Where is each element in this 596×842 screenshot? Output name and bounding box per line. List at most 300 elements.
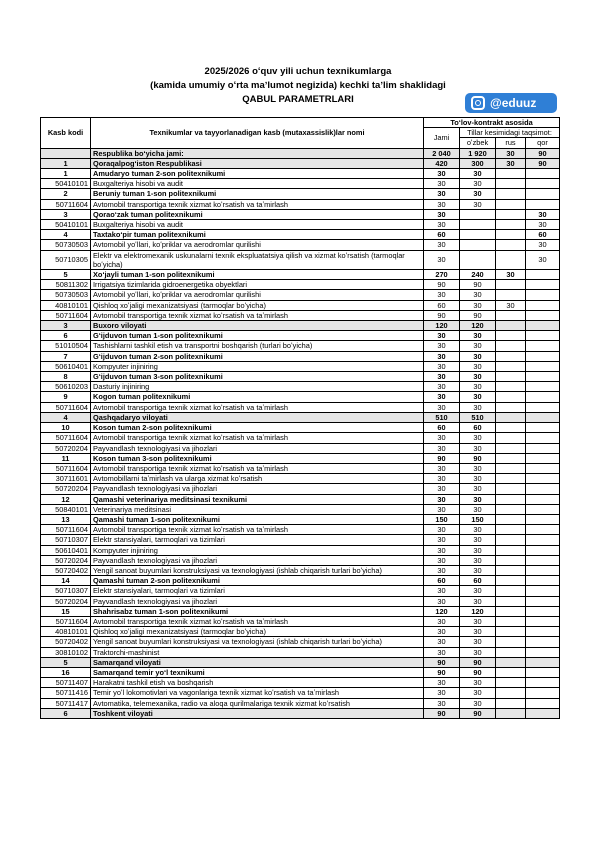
table-row: [41, 361, 560, 371]
cell-karakalpak: [526, 688, 560, 698]
cell-name: Payvandlash texnologiyasi va jihozlari: [91, 596, 424, 606]
cell-total: 30: [424, 331, 460, 341]
cell-uzbek: 90: [460, 453, 496, 463]
cell-code: 50811302: [41, 280, 91, 290]
cell-code: 50710305: [41, 250, 91, 269]
cell-uzbek: 30: [460, 474, 496, 484]
cell-name: Samarqand viloyati: [91, 657, 424, 667]
cell-code: 8: [41, 372, 91, 382]
table-row: [41, 504, 560, 514]
cell-total: 90: [424, 280, 460, 290]
cell-karakalpak: [526, 647, 560, 657]
cell-uzbek: 30: [460, 433, 496, 443]
header-total: Jami: [424, 128, 460, 148]
cell-russian: 30: [496, 270, 526, 280]
cell-russian: [496, 331, 526, 341]
cell-uzbek: 30: [460, 586, 496, 596]
cell-uzbek: 30: [460, 504, 496, 514]
cell-karakalpak: [526, 412, 560, 422]
table-row: [41, 158, 560, 168]
cell-code: [41, 148, 91, 158]
cell-total: 270: [424, 270, 460, 280]
cell-total: 30: [424, 545, 460, 555]
cell-uzbek: 30: [460, 179, 496, 189]
cell-name: Koson tuman 3-son politexnikumi: [91, 453, 424, 463]
table-row: [41, 678, 560, 688]
cell-code: 50610401: [41, 545, 91, 555]
cell-name: Avtomobil yoʻllari, koʻpriklar va aerodromlar qurilishi: [91, 240, 424, 250]
table-row: [41, 433, 560, 443]
table-row: [41, 199, 560, 209]
cell-code: 50610203: [41, 382, 91, 392]
cell-russian: [496, 443, 526, 453]
cell-karakalpak: [526, 616, 560, 626]
cell-russian: [496, 341, 526, 351]
cell-russian: [496, 209, 526, 219]
cell-total: 30: [424, 341, 460, 351]
cell-russian: 30: [496, 300, 526, 310]
cell-code: 4: [41, 412, 91, 422]
cell-karakalpak: [526, 280, 560, 290]
cell-total: 90: [424, 310, 460, 320]
table-row: [41, 667, 560, 677]
cell-name: Beruniy tuman 1-son politexnikumi: [91, 189, 424, 199]
cell-code: 40810101: [41, 300, 91, 310]
cell-russian: [496, 474, 526, 484]
cell-uzbek: 240: [460, 270, 496, 280]
cell-total: 30: [424, 209, 460, 219]
cell-name: Avtomobil transportiga texnik xizmat koʻrsatish va taʼmirlash: [91, 402, 424, 412]
cell-total: 30: [424, 596, 460, 606]
cell-russian: [496, 169, 526, 179]
cell-total: 60: [424, 423, 460, 433]
cell-total: 30: [424, 463, 460, 473]
cell-russian: [496, 372, 526, 382]
cell-russian: [496, 657, 526, 667]
table-body: [41, 148, 560, 718]
cell-code: 13: [41, 514, 91, 524]
cell-code: 50720402: [41, 637, 91, 647]
cell-uzbek: 90: [460, 310, 496, 320]
cell-karakalpak: [526, 565, 560, 575]
cell-karakalpak: 90: [526, 158, 560, 168]
cell-karakalpak: [526, 667, 560, 677]
cell-total: 30: [424, 484, 460, 494]
cell-karakalpak: [526, 321, 560, 331]
cell-russian: [496, 494, 526, 504]
cell-karakalpak: 90: [526, 148, 560, 158]
cell-uzbek: 300: [460, 158, 496, 168]
cell-russian: [496, 708, 526, 718]
cell-code: 50720204: [41, 555, 91, 565]
cell-karakalpak: 30: [526, 240, 560, 250]
cell-code: 50711604: [41, 310, 91, 320]
cell-total: 30: [424, 250, 460, 269]
cell-uzbek: [460, 209, 496, 219]
cell-code: 50711407: [41, 678, 91, 688]
table-row: [41, 209, 560, 219]
cell-name: Qoraqalpogʻiston Respublikasi: [91, 158, 424, 168]
cell-russian: [496, 698, 526, 708]
cell-total: 90: [424, 708, 460, 718]
cell-uzbek: [460, 250, 496, 269]
cell-uzbek: 60: [460, 423, 496, 433]
cell-uzbek: 30: [460, 484, 496, 494]
cell-total: 30: [424, 372, 460, 382]
header-russian: rus: [496, 138, 526, 148]
cell-russian: [496, 290, 526, 300]
cell-uzbek: 1 920: [460, 148, 496, 158]
cell-total: 30: [424, 535, 460, 545]
cell-russian: [496, 535, 526, 545]
cell-total: 30: [424, 189, 460, 199]
table-row: [41, 576, 560, 586]
cell-uzbek: 30: [460, 698, 496, 708]
cell-uzbek: 150: [460, 514, 496, 524]
table-row: [41, 647, 560, 657]
table-row: [41, 627, 560, 637]
cell-uzbek: 30: [460, 443, 496, 453]
cell-total: 2 040: [424, 148, 460, 158]
cell-russian: [496, 199, 526, 209]
header-uzbek: oʻzbek: [460, 138, 496, 148]
cell-total: 30: [424, 647, 460, 657]
cell-name: Qashqadaryo viloyati: [91, 412, 424, 422]
cell-code: 50710307: [41, 586, 91, 596]
cell-total: 420: [424, 158, 460, 168]
cell-total: 30: [424, 525, 460, 535]
cell-total: 30: [424, 240, 460, 250]
cell-russian: [496, 310, 526, 320]
cell-name: Avtomobil yoʻllari, koʻpriklar va aerodromlar qurilishi: [91, 290, 424, 300]
cell-russian: [496, 678, 526, 688]
table-row: [41, 688, 560, 698]
cell-uzbek: 30: [460, 382, 496, 392]
cell-russian: [496, 412, 526, 422]
cell-total: 90: [424, 657, 460, 667]
cell-uzbek: [460, 220, 496, 230]
cell-code: 15: [41, 606, 91, 616]
cell-uzbek: 30: [460, 494, 496, 504]
eduuz-watermark-badge: [465, 93, 557, 113]
cell-code: 6: [41, 708, 91, 718]
cell-karakalpak: [526, 310, 560, 320]
cell-name: Amudaryo tuman 2-son politexnikumi: [91, 169, 424, 179]
cell-name: Avtomobil transportiga texnik xizmat koʻrsatish va taʼmirlash: [91, 433, 424, 443]
cell-russian: [496, 240, 526, 250]
table-row: [41, 586, 560, 596]
cell-karakalpak: [526, 586, 560, 596]
cell-russian: [496, 565, 526, 575]
cell-uzbek: 30: [460, 331, 496, 341]
cell-name: Toshkent viloyati: [91, 708, 424, 718]
cell-code: 50840101: [41, 504, 91, 514]
document-title-line-3: QABUL PARAMETRLARI: [242, 94, 354, 105]
cell-uzbek: 90: [460, 657, 496, 667]
cell-name: Avtomobil transportiga texnik xizmat koʻrsatish va taʼmirlash: [91, 525, 424, 535]
cell-uzbek: 30: [460, 616, 496, 626]
cell-russian: [496, 382, 526, 392]
cell-uzbek: 30: [460, 525, 496, 535]
cell-code: 50711417: [41, 698, 91, 708]
cell-code: 50711604: [41, 463, 91, 473]
table-row: [41, 250, 560, 269]
cell-total: 30: [424, 392, 460, 402]
cell-name: Avtomobil transportiga texnik xizmat koʻrsatish va taʼmirlash: [91, 463, 424, 473]
table-row: [41, 596, 560, 606]
cell-code: 5: [41, 657, 91, 667]
cell-russian: [496, 280, 526, 290]
cell-name: Traktorchi-mashinist: [91, 647, 424, 657]
cell-russian: [496, 637, 526, 647]
cell-name: Veterinariya meditsinasi: [91, 504, 424, 514]
cell-code: 50711604: [41, 199, 91, 209]
cell-karakalpak: [526, 392, 560, 402]
cell-code: 30711601: [41, 474, 91, 484]
cell-total: 30: [424, 474, 460, 484]
cell-russian: [496, 667, 526, 677]
cell-uzbek: 30: [460, 688, 496, 698]
table-row: [41, 351, 560, 361]
cell-total: 30: [424, 290, 460, 300]
cell-russian: [496, 453, 526, 463]
cell-total: 30: [424, 688, 460, 698]
cell-uzbek: 30: [460, 545, 496, 555]
cell-name: Payvandlash texnologiyasi va jihozlari: [91, 443, 424, 453]
cell-total: 120: [424, 606, 460, 616]
cell-name: Xoʻjayli tuman 1-son politexnikumi: [91, 270, 424, 280]
cell-uzbek: 30: [460, 402, 496, 412]
cell-code: 10: [41, 423, 91, 433]
cell-karakalpak: [526, 382, 560, 392]
cell-karakalpak: [526, 596, 560, 606]
cell-karakalpak: [526, 351, 560, 361]
cell-total: 30: [424, 637, 460, 647]
cell-total: 60: [424, 576, 460, 586]
table-row: [41, 372, 560, 382]
cell-name: Gʻijduvon tuman 2-son politexnikumi: [91, 351, 424, 361]
cell-code: 3: [41, 209, 91, 219]
cell-karakalpak: [526, 179, 560, 189]
table-row: [41, 637, 560, 647]
table-row: [41, 270, 560, 280]
cell-uzbek: 30: [460, 535, 496, 545]
cell-karakalpak: [526, 698, 560, 708]
cell-name: Kompyuter injiniring: [91, 545, 424, 555]
cell-karakalpak: 30: [526, 209, 560, 219]
cell-name: Elektr stansiyalari, tarmoqlari va tizimlari: [91, 586, 424, 596]
cell-code: 30810102: [41, 647, 91, 657]
cell-code: 12: [41, 494, 91, 504]
table-row: [41, 189, 560, 199]
cell-code: 6: [41, 331, 91, 341]
cell-russian: [496, 361, 526, 371]
admission-parameters-table: [40, 117, 560, 719]
cell-uzbek: 30: [460, 463, 496, 473]
cell-uzbek: 60: [460, 576, 496, 586]
cell-russian: [496, 688, 526, 698]
table-row: [41, 230, 560, 240]
cell-total: 30: [424, 504, 460, 514]
cell-karakalpak: [526, 270, 560, 280]
cell-name: Avtomobillarni taʼmirlash va ularga xizmat koʻrsatish: [91, 474, 424, 484]
cell-uzbek: 90: [460, 667, 496, 677]
table-row: [41, 555, 560, 565]
cell-russian: [496, 250, 526, 269]
table-row: [41, 412, 560, 422]
cell-karakalpak: [526, 423, 560, 433]
document-title-line-2: (kamida umumiy oʻrta maʼlumot negizida) kechki taʼlim shaklidagi: [150, 80, 446, 91]
cell-name: Irrigatsiya tizimlarida gidroenergetika obyektlari: [91, 280, 424, 290]
table-row: [41, 240, 560, 250]
cell-russian: 30: [496, 158, 526, 168]
cell-name: Qishloq xoʻjaligi mexanizatsiyasi (tarmoqlar boʻyicha): [91, 627, 424, 637]
header-languages: Tillar kesimidagi taqsimot:: [460, 128, 560, 138]
cell-code: 5: [41, 270, 91, 280]
cell-karakalpak: [526, 372, 560, 382]
cell-total: 30: [424, 586, 460, 596]
cell-name: Yengil sanoat buyumlari konstruksiyasi va texnologiyasi (ishlab chiqarish turlari boʻyicha): [91, 637, 424, 647]
cell-total: 30: [424, 565, 460, 575]
cell-russian: [496, 606, 526, 616]
cell-karakalpak: [526, 463, 560, 473]
cell-russian: [496, 433, 526, 443]
cell-russian: [496, 514, 526, 524]
cell-name: Elektr stansiyalari, tarmoqlari va tizimlari: [91, 535, 424, 545]
instagram-icon: [471, 96, 485, 110]
cell-karakalpak: [526, 678, 560, 688]
cell-code: 50720204: [41, 443, 91, 453]
table-row: [41, 616, 560, 626]
cell-karakalpak: [526, 199, 560, 209]
cell-total: 90: [424, 667, 460, 677]
cell-uzbek: 30: [460, 341, 496, 351]
table-row: [41, 463, 560, 473]
header-karakalpak: qor: [526, 138, 560, 148]
cell-total: 30: [424, 169, 460, 179]
cell-total: 30: [424, 433, 460, 443]
cell-uzbek: 30: [460, 392, 496, 402]
cell-karakalpak: [526, 606, 560, 616]
table-row: [41, 657, 560, 667]
cell-total: 30: [424, 616, 460, 626]
cell-russian: [496, 627, 526, 637]
cell-code: 2: [41, 189, 91, 199]
cell-code: 50720204: [41, 484, 91, 494]
table-row: [41, 382, 560, 392]
cell-code: 50730503: [41, 290, 91, 300]
cell-total: 60: [424, 230, 460, 240]
header-contract: Toʻlov-kontrakt asosida: [424, 118, 560, 128]
cell-karakalpak: [526, 300, 560, 310]
cell-russian: [496, 423, 526, 433]
cell-karakalpak: [526, 331, 560, 341]
cell-russian: [496, 576, 526, 586]
table-row: [41, 169, 560, 179]
table-row: [41, 698, 560, 708]
cell-total: 150: [424, 514, 460, 524]
table-row: [41, 525, 560, 535]
table-row: [41, 484, 560, 494]
cell-name: Yengil sanoat buyumlari konstruksiyasi va texnologiyasi (ishlab chiqarish turlari boʻyicha): [91, 565, 424, 575]
cell-total: 30: [424, 698, 460, 708]
cell-name: Kogon tuman politexnikumi: [91, 392, 424, 402]
cell-total: 30: [424, 555, 460, 565]
cell-russian: [496, 616, 526, 626]
cell-total: 120: [424, 321, 460, 331]
table-row: [41, 423, 560, 433]
cell-name: Harakatni tashkil etish va boshqarish: [91, 678, 424, 688]
cell-karakalpak: [526, 443, 560, 453]
cell-name: Payvandlash texnologiyasi va jihozlari: [91, 484, 424, 494]
table-row: [41, 606, 560, 616]
table-row: [41, 443, 560, 453]
cell-name: Kompyuter injiniring: [91, 361, 424, 371]
cell-uzbek: 30: [460, 678, 496, 688]
cell-name: Dasturiy injiniring: [91, 382, 424, 392]
cell-name: Buxgalteriya hisobi va audit: [91, 179, 424, 189]
cell-uzbek: 90: [460, 708, 496, 718]
table-row: [41, 280, 560, 290]
cell-name: Samarqand temir yoʻl texnikumi: [91, 667, 424, 677]
table-row: [41, 220, 560, 230]
cell-russian: [496, 392, 526, 402]
table-row: [41, 708, 560, 718]
cell-karakalpak: [526, 525, 560, 535]
cell-uzbek: 30: [460, 199, 496, 209]
cell-uzbek: [460, 230, 496, 240]
cell-total: 510: [424, 412, 460, 422]
cell-karakalpak: [526, 494, 560, 504]
cell-karakalpak: [526, 169, 560, 179]
cell-total: 30: [424, 382, 460, 392]
cell-uzbek: 30: [460, 647, 496, 657]
cell-total: 90: [424, 453, 460, 463]
cell-total: 30: [424, 351, 460, 361]
cell-uzbek: 510: [460, 412, 496, 422]
table-row: [41, 545, 560, 555]
cell-karakalpak: [526, 514, 560, 524]
cell-code: 50711416: [41, 688, 91, 698]
badge-label: @eduuz: [490, 96, 537, 110]
cell-total: 30: [424, 678, 460, 688]
cell-code: 50410101: [41, 179, 91, 189]
cell-karakalpak: [526, 474, 560, 484]
cell-name: Respublika boʻyicha jami:: [91, 148, 424, 158]
table-row: [41, 392, 560, 402]
cell-karakalpak: 30: [526, 220, 560, 230]
table-row: [41, 341, 560, 351]
cell-code: 50410101: [41, 220, 91, 230]
cell-karakalpak: [526, 504, 560, 514]
cell-karakalpak: [526, 637, 560, 647]
cell-karakalpak: [526, 627, 560, 637]
cell-name: Qishloq xoʻjaligi mexanizatsiyasi (tarmoqlar boʻyicha): [91, 300, 424, 310]
cell-code: 16: [41, 667, 91, 677]
cell-uzbek: 30: [460, 189, 496, 199]
cell-uzbek: 120: [460, 321, 496, 331]
cell-code: 50730503: [41, 240, 91, 250]
cell-code: 50711604: [41, 616, 91, 626]
table-row: [41, 300, 560, 310]
cell-code: 50711604: [41, 525, 91, 535]
cell-uzbek: 30: [460, 290, 496, 300]
cell-karakalpak: [526, 708, 560, 718]
table-row: [41, 331, 560, 341]
cell-code: 50720402: [41, 565, 91, 575]
cell-total: 30: [424, 443, 460, 453]
table-row: [41, 494, 560, 504]
